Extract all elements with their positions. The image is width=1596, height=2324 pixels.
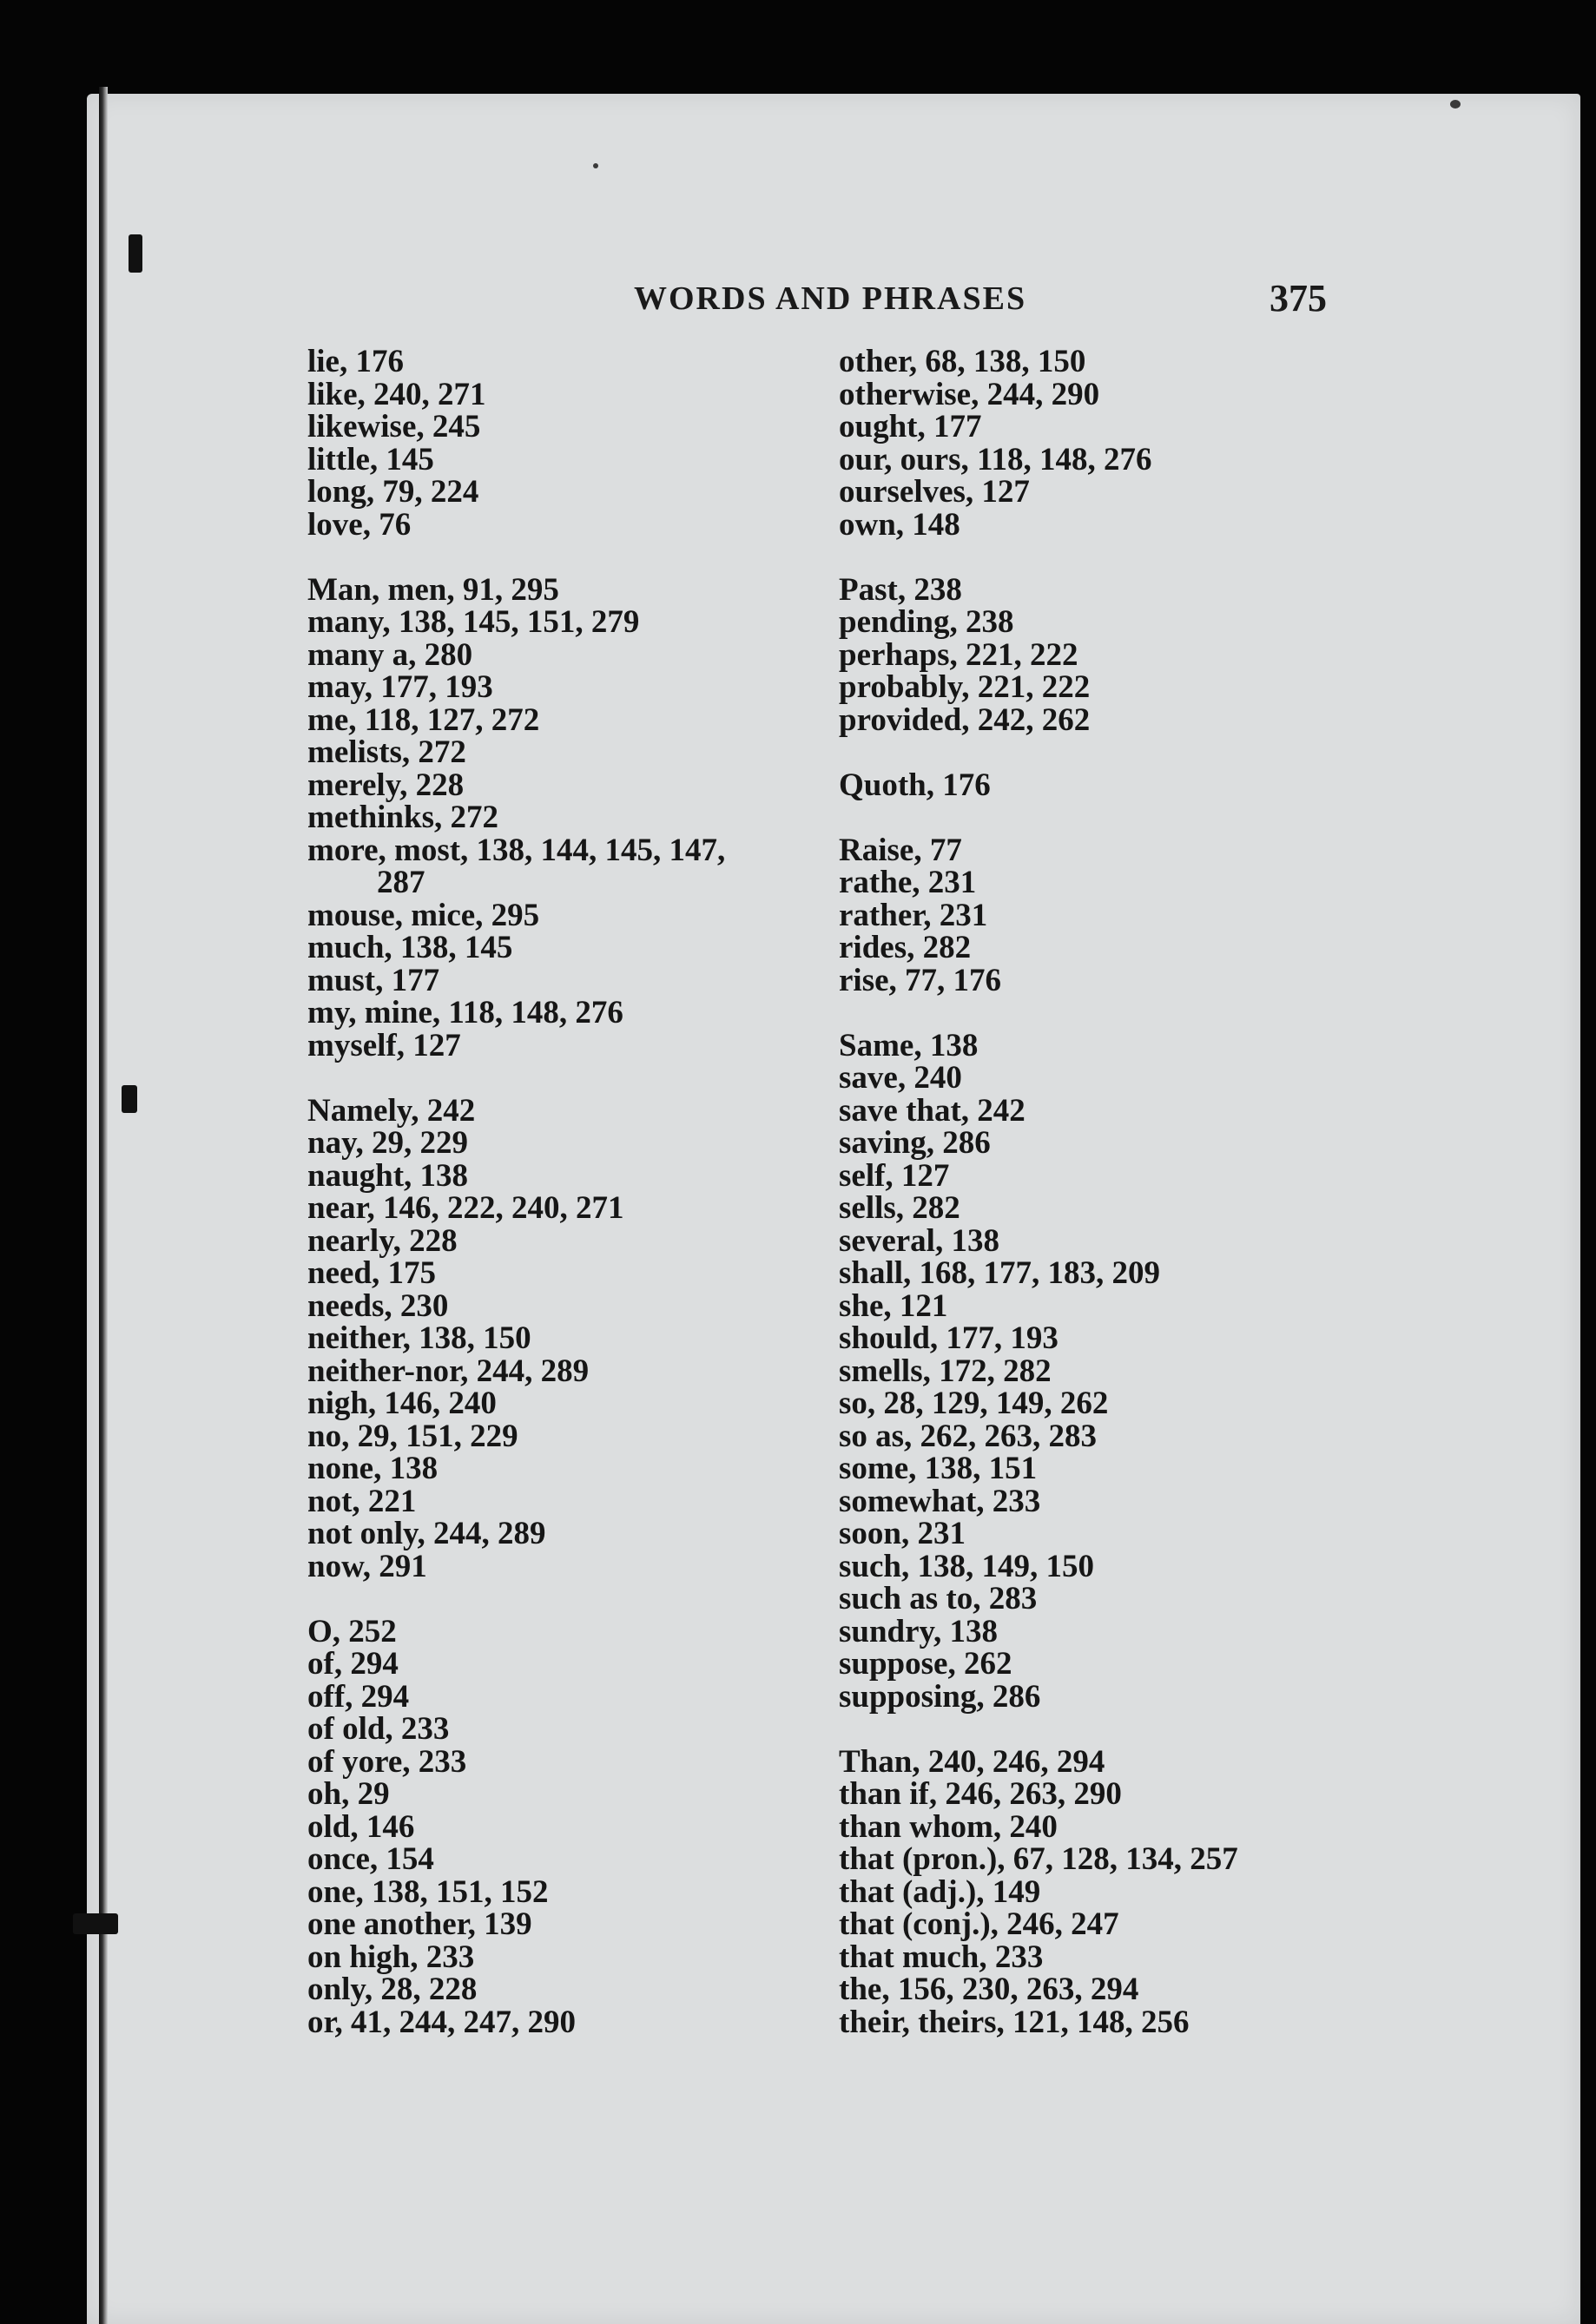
index-entry: rides, 282 [839,930,972,965]
index-section-gap [839,541,1377,574]
index-entry: my, mine, 118, 148, 276 [307,995,623,1030]
index-entry: smells, 172, 282 [839,1353,1052,1389]
spine-mark [73,1913,118,1934]
index-entry: that (adj.), 149 [839,1873,1041,1910]
index-entry: love, 76 [307,506,412,543]
index-entry: now, 291 [307,1548,427,1584]
index-entry: Man, men, 91, 295 [307,571,559,608]
index-entry: or, 41, 244, 247, 290 [307,2004,577,2040]
index-entry: none, 138 [307,1451,439,1486]
index-section-gap [839,997,1377,1030]
index-entry: should, 177, 193 [839,1320,1059,1356]
index-entry: O, 252 [307,1613,397,1649]
spine-mark [129,234,142,273]
index-column-left [307,346,846,2038]
index-entry: mouse, mice, 295 [307,897,540,933]
page-number: 375 [1270,277,1327,319]
index-entry: than whom, 240 [839,1808,1058,1845]
index-section-gap [307,541,846,574]
index-entry: need, 175 [307,1255,436,1291]
index-entry: likewise, 245 [307,409,481,444]
index-entry: old, 146 [307,1808,415,1845]
index-entry: only, 28, 228 [307,1972,478,2007]
index-entry: may, 177, 193 [307,669,493,705]
index-entry: perhaps, 221, 222 [839,636,1078,673]
index-entry: shall, 168, 177, 183, 209 [839,1255,1161,1291]
index-entry: naught, 138 [307,1157,469,1194]
index-entry: the, 156, 230, 263, 294 [839,1972,1139,2007]
index-entry: somewhat, 233 [839,1483,1041,1519]
index-entry: Quoth, 176 [839,767,991,803]
index-entry: on high, 233 [307,1939,475,1975]
index-entry: ourselves, 127 [839,474,1030,510]
index-column-right [839,346,1377,2038]
index-entry: must, 177 [307,962,440,998]
index-entry: melists, 272 [307,734,466,770]
index-entry: probably, 221, 222 [839,669,1091,705]
index-entry: soon, 231 [839,1516,966,1551]
index-entry: Than, 240, 246, 294 [839,1743,1105,1780]
index-entry: much, 138, 145 [307,930,513,965]
index-entry: Raise, 77 [839,832,962,868]
index-entry: own, 148 [839,506,960,543]
index-entry: sundry, 138 [839,1613,999,1649]
index-entry: rather, 231 [839,897,988,933]
index-entry: other, 68, 138, 150 [839,344,1086,379]
index-entry: methinks, 272 [307,800,498,835]
index-entry-continuation: 287 [377,865,425,900]
index-section-gap [839,1713,1377,1746]
index-entry: of old, 233 [307,1711,450,1747]
index-entry: so, 28, 129, 149, 262 [839,1386,1109,1421]
index-entry: supposing, 286 [839,1678,1041,1715]
index-entry: like, 240, 271 [307,376,486,412]
index-entry: me, 118, 127, 272 [307,701,540,738]
index-entry: otherwise, 244, 290 [839,376,1100,412]
index-entry: provided, 242, 262 [839,701,1091,738]
index-entry: many, 138, 145, 151, 279 [307,604,640,640]
index-entry: pending, 238 [839,604,1014,640]
index-entry: their, theirs, 121, 148, 256 [839,2004,1190,2040]
index-entry: that (pron.), 67, 128, 134, 257 [839,1841,1238,1877]
index-entry: save that, 242 [839,1092,1026,1129]
index-entry: rise, 77, 176 [839,962,1002,998]
index-entry: one, 138, 151, 152 [307,1873,549,1910]
index-entry: such as to, 283 [839,1581,1038,1616]
index-section-gap [839,801,1377,834]
index-entry: oh, 29 [307,1776,390,1812]
index-entry: our, ours, 118, 148, 276 [839,441,1152,477]
index-entry: off, 294 [307,1678,410,1715]
index-entry: rathe, 231 [839,865,977,900]
spine-mark [122,1085,137,1113]
index-entry: many a, 280 [307,636,473,673]
index-entry: Past, 238 [839,571,962,608]
index-entry: myself, 127 [307,1027,461,1063]
index-entry: she, 121 [839,1287,948,1324]
index-entry: merely, 228 [307,767,465,803]
index-entry: some, 138, 151 [839,1451,1038,1486]
index-entry: sells, 282 [839,1190,960,1226]
running-head: WORDS AND PHRASES [634,280,1027,317]
dust-speck [1450,100,1461,109]
index-entry: such, 138, 149, 150 [839,1548,1094,1584]
index-entry: once, 154 [307,1841,434,1877]
index-entry: saving, 286 [839,1125,991,1161]
index-entry: long, 79, 224 [307,474,479,510]
index-entry: lie, 176 [307,344,404,379]
index-entry: nearly, 228 [307,1222,458,1259]
index-entry: neither-nor, 244, 289 [307,1353,590,1389]
index-entry: nigh, 146, 240 [307,1386,497,1421]
index-entry: nay, 29, 229 [307,1125,469,1161]
index-entry: near, 146, 222, 240, 271 [307,1190,624,1226]
index-entry: not, 221 [307,1483,417,1519]
index-entry: suppose, 262 [839,1646,1012,1682]
index-entry: neither, 138, 150 [307,1320,531,1356]
index-entry: of yore, 233 [307,1743,467,1780]
index-entry: of, 294 [307,1646,399,1682]
index-section-gap [839,736,1377,769]
index-entry: Namely, 242 [307,1092,476,1129]
book-spine [99,87,108,2324]
index-entry: that much, 233 [839,1939,1044,1975]
index-entry: several, 138 [839,1222,999,1259]
index-section-gap [307,1583,846,1616]
index-entry: so as, 262, 263, 283 [839,1418,1098,1454]
index-section-gap [307,1062,846,1095]
index-entry: little, 145 [307,441,434,477]
index-entry: no, 29, 151, 229 [307,1418,518,1454]
index-entry: more, most, 138, 144, 145, 147, [307,832,726,868]
index-entry: self, 127 [839,1157,950,1194]
index-entry: not only, 244, 289 [307,1516,546,1551]
index-entry: Same, 138 [839,1027,979,1063]
index-entry: ought, 177 [839,409,982,444]
dust-speck [593,163,598,168]
index-entry: that (conj.), 246, 247 [839,1906,1119,1942]
index-entry: save, 240 [839,1060,962,1096]
index-entry: than if, 246, 263, 290 [839,1776,1122,1812]
index-entry: one another, 139 [307,1906,532,1942]
index-entry: needs, 230 [307,1287,449,1324]
